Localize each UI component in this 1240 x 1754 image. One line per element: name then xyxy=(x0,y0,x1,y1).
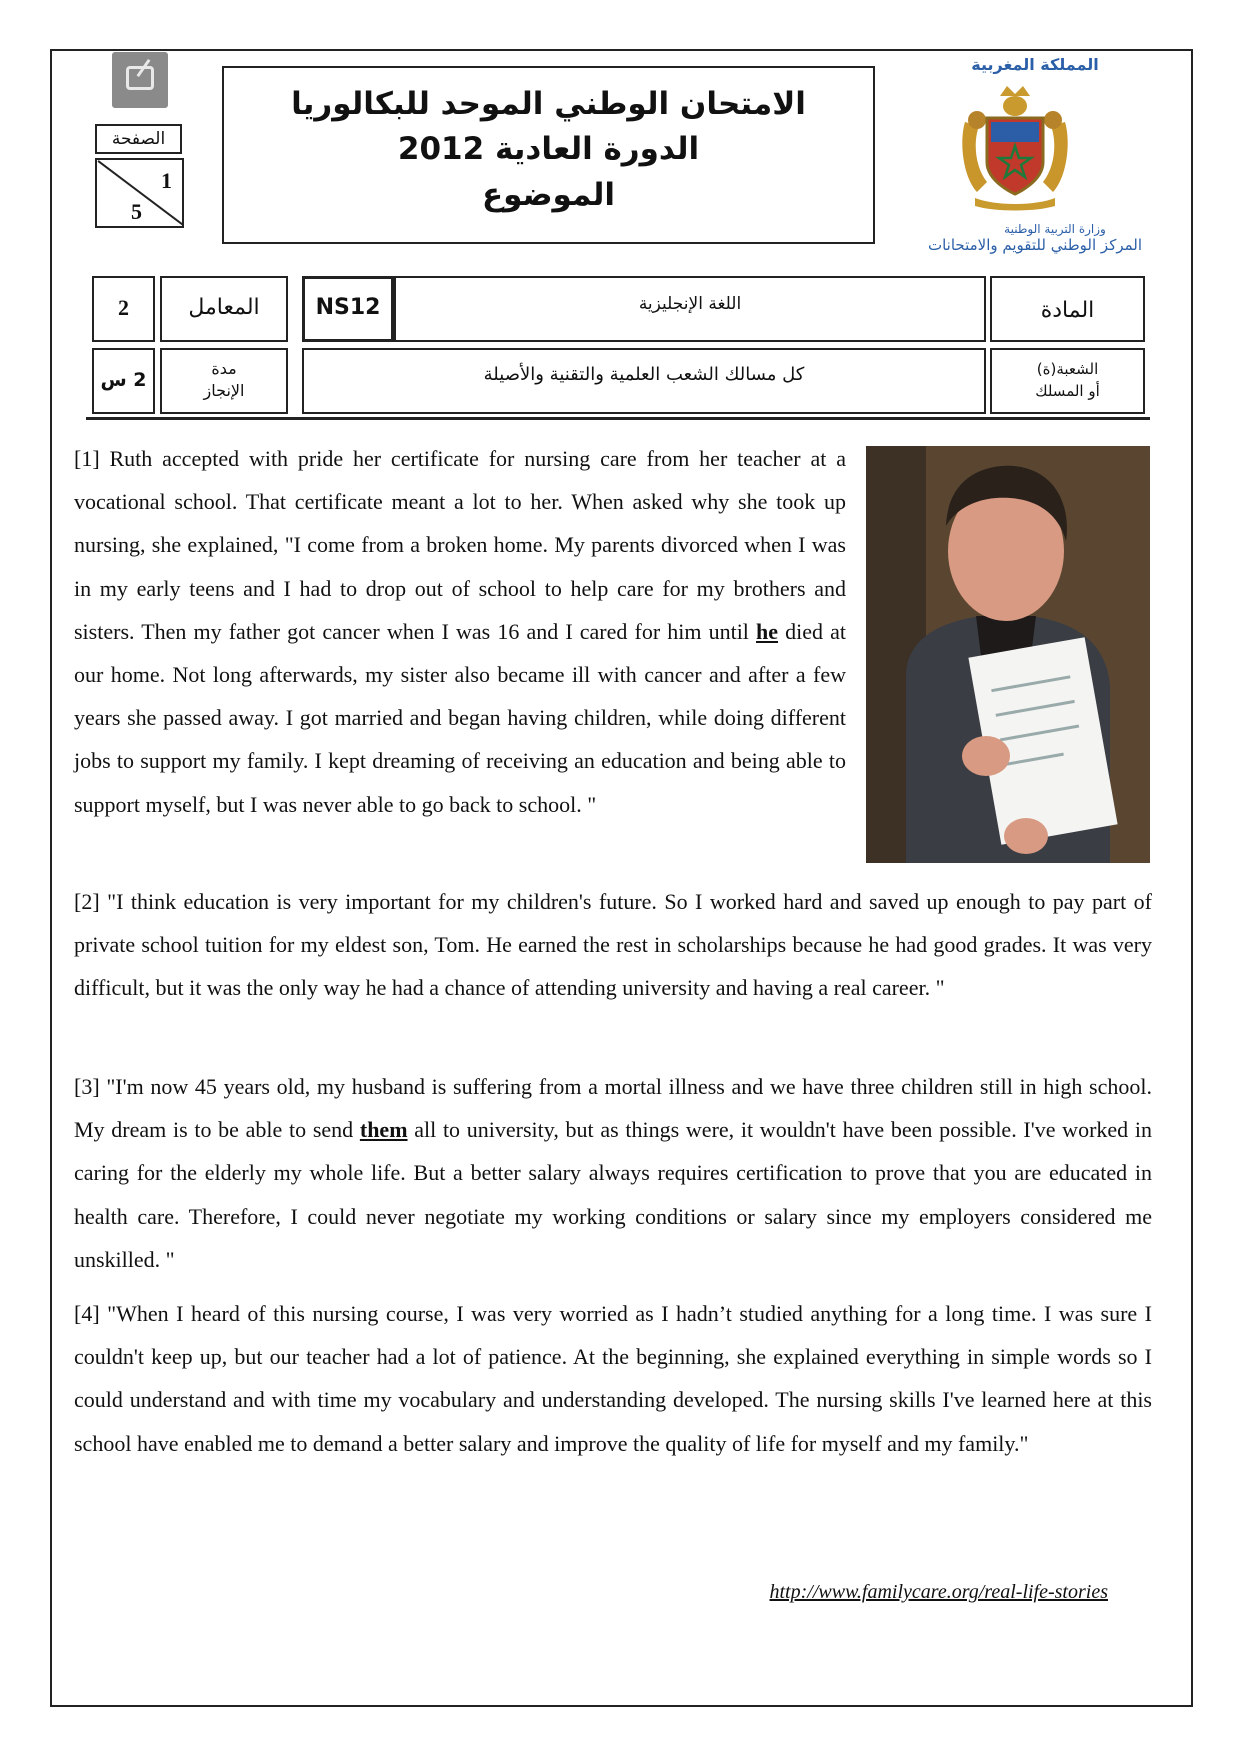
page-number: 1 xyxy=(161,168,172,193)
paragraph-4: [4] "When I heard of this nursing course, I was very worried as I hadn’t studied anything for a long time. I was sure I couldn't keep up, but our teacher had a lot of patience. At the beginning, she explained everything in simple words so I could understand and with time my vocabulary and understanding developed. The nursing skills I've learned here at this school have enabled me to demand a better salary and improve the quality of life for myself and my family." xyxy=(74,1301,1152,1456)
paragraph-3-text-b: all to university, but as things were, it wouldn't have been possible. I've worked in caring for the elderly my whole life. But a better salary always requires certification to prove that you are educated in health care. Therefore, I could never negotiate my working conditions or salary since my employers considered me unskilled. " xyxy=(74,1117,1152,1272)
paragraph-1-text-b: died at our home. Not long afterwards, my sister also became ill with cancer and after a few years she passed away. I got married and began having children, while doing different jobs to support my family. I kept dreaming of receiving an education and being able to support myself, but I was never able to go back to school. " xyxy=(74,618,846,817)
exam-title-box xyxy=(222,66,875,244)
kingdom-label: المملكة المغربية xyxy=(971,55,1099,74)
ministry-block xyxy=(900,222,1170,254)
duration-value: 2 س xyxy=(92,348,155,414)
paragraph-3 xyxy=(74,1065,1152,1281)
page-counter xyxy=(95,158,184,228)
streams-value: كل مسالك الشعب العلمية والتقنية والأصيلة xyxy=(302,348,986,414)
ruth-photo xyxy=(866,446,1150,863)
source-link[interactable]: http://www.familycare.org/real-life-stories xyxy=(769,1581,1108,1603)
duration-label xyxy=(160,348,288,414)
coefficient-label: المعامل xyxy=(160,276,288,342)
reference-word-them: them xyxy=(359,1117,408,1143)
subject-label: المادة xyxy=(990,276,1145,342)
coat-of-arms-icon xyxy=(955,82,1075,212)
paragraph-2: [2] "I think education is very important for my children's future. So I worked hard and saved up enough to pay part of private school tuition for my eldest son, Tom. He earned the rest in scholarships because he had good grades. It was very difficult, but it was the only way he had a chance of attending university and having a real career. " xyxy=(74,889,1152,1001)
reference-word-he: he xyxy=(756,618,779,644)
stream-label-line-1: الشعبة(ة) xyxy=(1036,360,1099,378)
header-rule xyxy=(86,417,1150,420)
exam-subject-word: الموضوع xyxy=(481,177,616,213)
stream-label-line-2: أو المسلك xyxy=(1035,382,1100,400)
page-label: الصفحة xyxy=(95,124,182,154)
stream-label xyxy=(990,348,1145,414)
page-total: 5 xyxy=(131,199,142,224)
coefficient-value: 2 xyxy=(92,276,155,342)
duration-label-line-2: الإنجاز xyxy=(203,381,245,400)
evaluation-center-label: المركز الوطني للتقويم والامتحانات xyxy=(927,236,1143,254)
subject-value: اللغة الإنجليزية xyxy=(394,276,986,342)
exam-session: الدورة العادية 2012 xyxy=(397,131,700,167)
paragraph-3-text-a: [3] "I'm now 45 years old, my husband is suffering from a mortal illness and we have three children still in high school. My dream is to be able to send xyxy=(74,1074,1152,1143)
paragraph-1-text-a: [1] Ruth accepted with pride her certificate for nursing care from her teacher at a vocational school. That certificate meant a lot to her. When asked why she took up nursing, she explained, "I come from a broken home. My parents divorced when I was in my early teens and I had to drop out of school to help care for my brothers and sisters. Then my father got cancer when I was 16 and I cared for him until xyxy=(74,446,846,644)
ministry-label: وزارة التربية الوطنية xyxy=(1004,222,1106,236)
paragraph-1 xyxy=(74,437,846,826)
exam-code: NS12 xyxy=(302,276,394,342)
exam-title: الامتحان الوطني الموحد للبكالوريا xyxy=(291,86,806,122)
duration-label-line-1: مدة xyxy=(211,359,237,378)
exam-logo-icon xyxy=(112,52,168,108)
